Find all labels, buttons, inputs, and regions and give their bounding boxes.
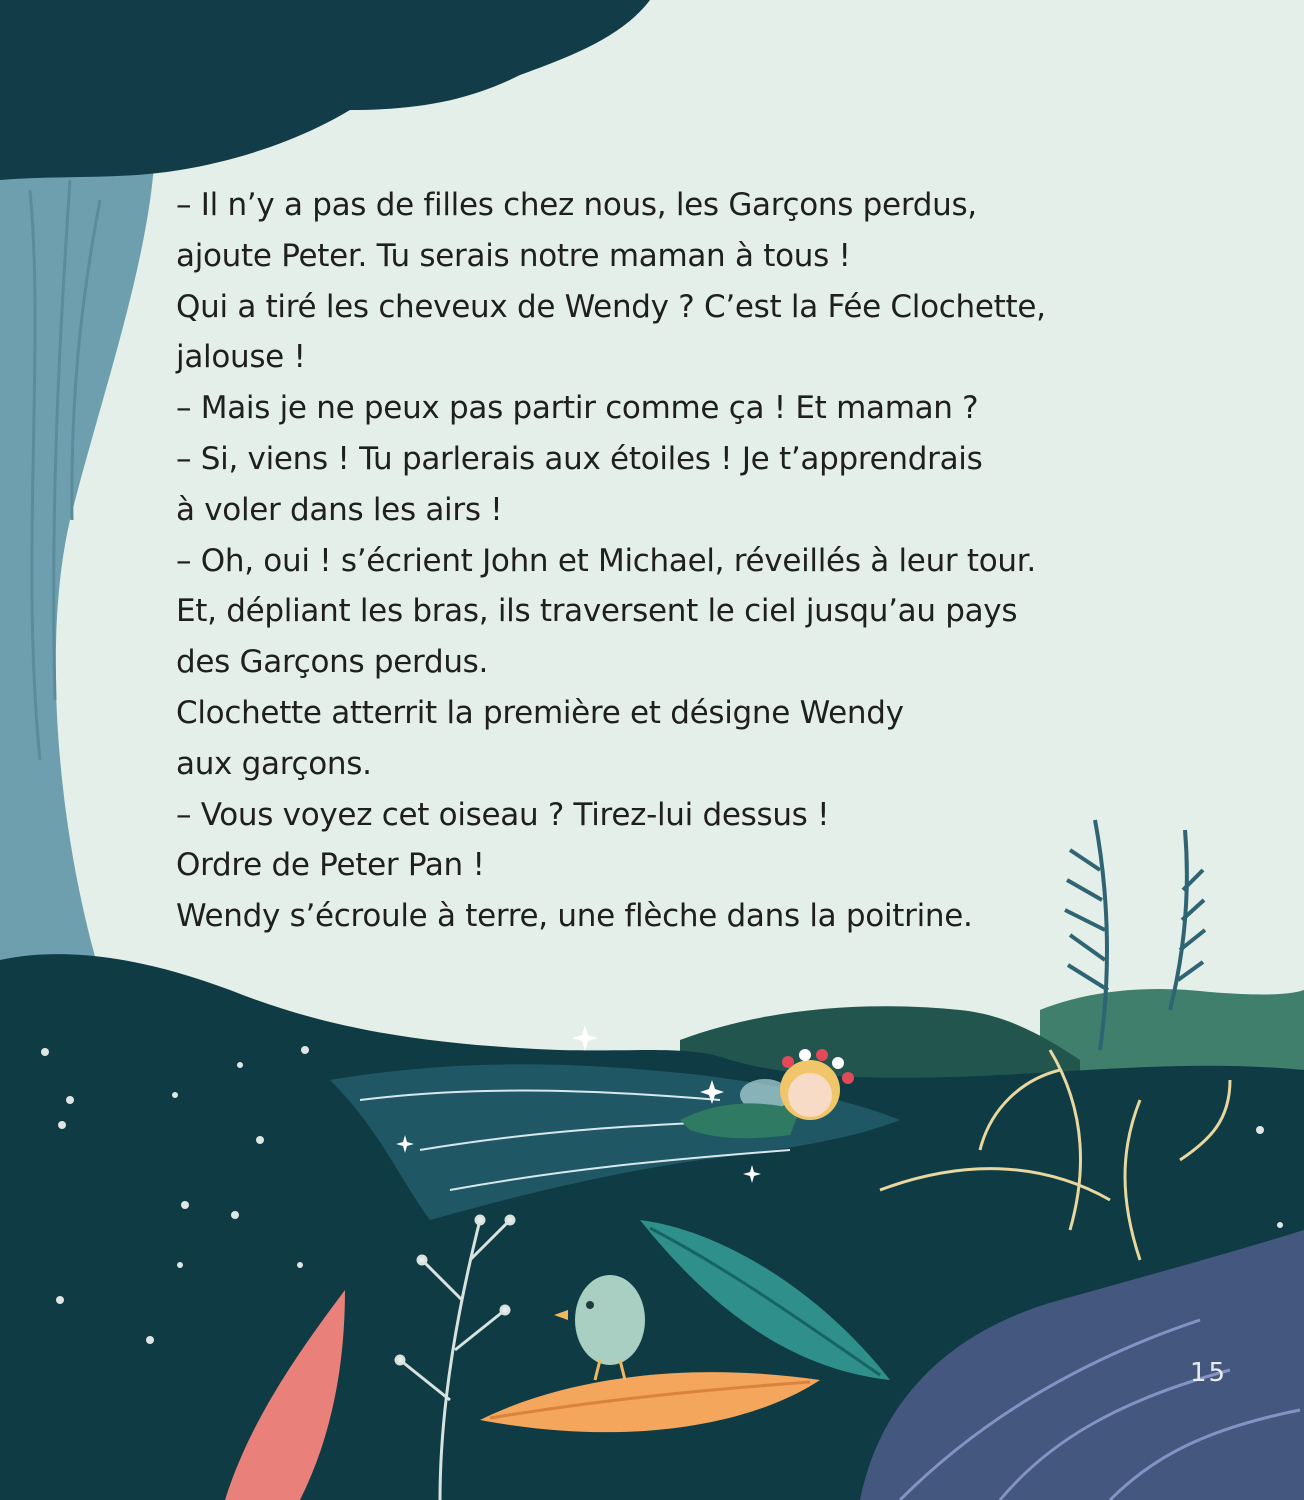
story-line: Clochette atterrit la première et désigne Wendy — [176, 694, 904, 731]
story-line: aux garçons. — [176, 745, 372, 782]
page-number: 15 — [1190, 1358, 1228, 1388]
story-line: Et, dépliant les bras, ils traversent le ciel jusqu’au pays — [176, 593, 1018, 630]
story-line: – Vous voyez cet oiseau ? Tirez-lui dessus ! — [176, 796, 830, 833]
story-line: – Il n’y a pas de filles chez nous, les Garçons perdus, — [176, 187, 977, 223]
story-line: jalouse ! — [176, 339, 306, 376]
story-line: Wendy s’écroule à terre, une flèche dans la poitrine. — [176, 898, 973, 935]
story-line: Qui a tiré les cheveux de Wendy ? C’est la Fée Clochette, — [176, 288, 1046, 325]
story-text — [176, 180, 1176, 942]
story-line: des Garçons perdus. — [176, 644, 489, 681]
story-line: – Mais je ne peux pas partir comme ça ! Et maman ? — [176, 390, 979, 427]
story-line: – Si, viens ! Tu parlerais aux étoiles ! Je t’apprendrais — [176, 440, 983, 477]
story-line: ajoute Peter. Tu serais notre maman à tous ! — [176, 237, 851, 274]
story-line: Ordre de Peter Pan ! — [176, 847, 485, 884]
story-line: à voler dans les airs ! — [176, 491, 503, 528]
story-line: – Oh, oui ! s’écrient John et Michael, réveillés à leur tour. — [176, 542, 1036, 579]
